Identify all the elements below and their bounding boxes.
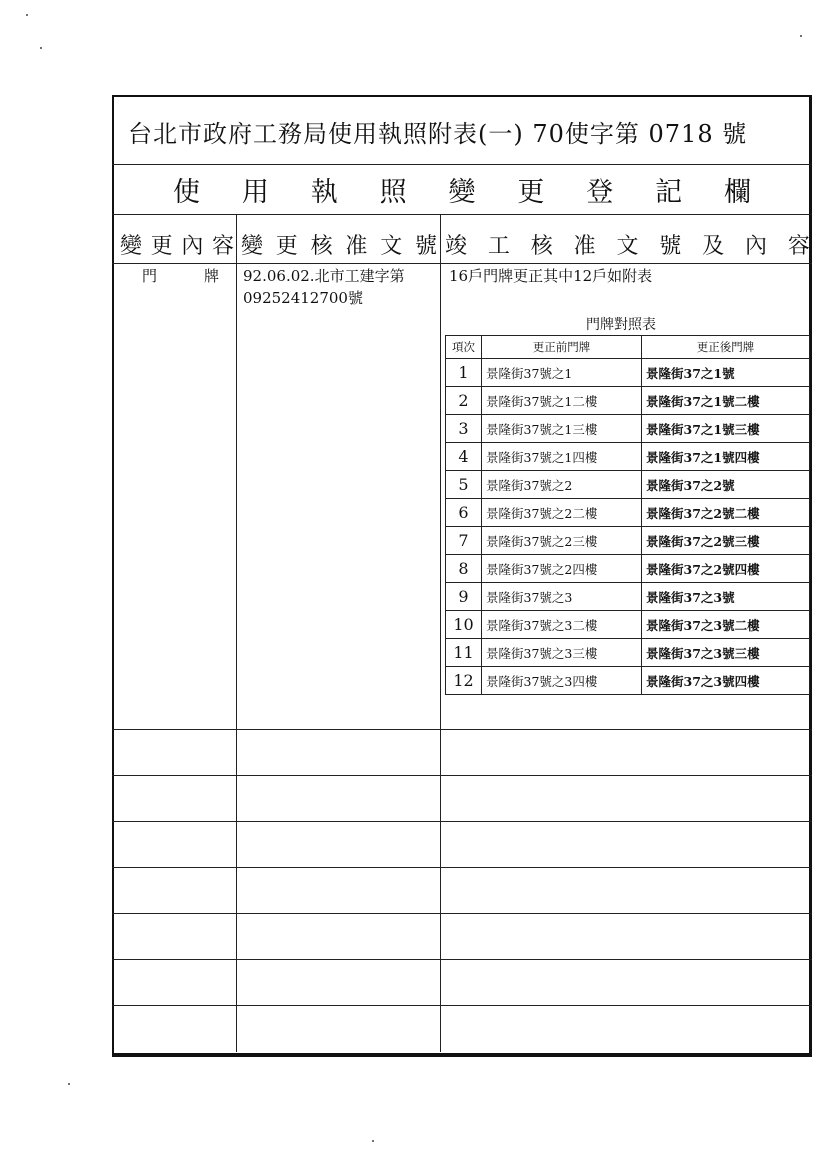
item-number: 6 <box>446 499 482 527</box>
table-row <box>446 639 810 667</box>
table-row <box>446 415 810 443</box>
door-after: 景隆街37之3號四樓 <box>642 667 810 695</box>
item-number: 4 <box>446 443 482 471</box>
section-char: 使 <box>172 176 200 208</box>
header-char: 容 <box>787 233 810 259</box>
header-char: 變 <box>241 233 264 259</box>
item-number: 1 <box>446 359 482 387</box>
header-char: 號 <box>414 233 437 259</box>
door-before: 景隆街37號之2四樓 <box>482 555 642 583</box>
divider <box>112 821 812 822</box>
divider <box>112 959 812 960</box>
scan-speck <box>800 35 802 37</box>
door-after: 景隆街37之3號三樓 <box>642 639 810 667</box>
door-before: 景隆街37號之1四樓 <box>482 443 642 471</box>
section-char: 欄 <box>723 176 751 208</box>
door-before: 景隆街37號之3 <box>482 583 642 611</box>
change-content-char: 門 <box>142 267 158 285</box>
section-char: 變 <box>448 176 476 208</box>
door-table-title: 門牌對照表 <box>586 317 656 333</box>
item-number: 9 <box>446 583 482 611</box>
column-header-change-content <box>120 224 234 264</box>
divider <box>112 867 812 868</box>
door-before: 景隆街37號之3三樓 <box>482 639 642 667</box>
door-before: 景隆街37號之2三樓 <box>482 527 642 555</box>
divider <box>112 913 812 914</box>
header-char: 變 <box>120 233 143 259</box>
item-number: 10 <box>446 611 482 639</box>
header-char: 核 <box>530 233 553 259</box>
scan-speck <box>68 1083 70 1085</box>
door-after: 景隆街37之2號 <box>642 471 810 499</box>
completion-description: 16戶門牌更正其中12戶如附表 <box>449 267 653 285</box>
item-number: 12 <box>446 667 482 695</box>
header-char: 文 <box>616 233 639 259</box>
table-row <box>446 611 810 639</box>
header-char: 容 <box>211 233 234 259</box>
header-char: 竣 <box>445 233 468 259</box>
door-before: 景隆街37號之1 <box>482 359 642 387</box>
header-item-no: 項次 <box>446 336 482 359</box>
table-row <box>446 359 810 387</box>
section-char: 執 <box>310 176 338 208</box>
header-char: 內 <box>745 233 768 259</box>
section-heading <box>112 164 812 214</box>
header-before: 更正前門牌 <box>482 336 642 359</box>
header-char: 更 <box>150 233 173 259</box>
header-char: 工 <box>487 233 510 259</box>
door-after: 景隆街37之2號二樓 <box>642 499 810 527</box>
door-after: 景隆街37之3號 <box>642 583 810 611</box>
column-divider <box>440 214 441 1052</box>
table-row <box>446 583 810 611</box>
door-after: 景隆街37之1號二樓 <box>642 387 810 415</box>
divider <box>112 775 812 776</box>
section-char: 登 <box>586 176 614 208</box>
door-before: 景隆街37號之3二樓 <box>482 611 642 639</box>
column-header-approval-number <box>241 224 437 264</box>
divider <box>112 729 812 730</box>
divider <box>112 1005 812 1006</box>
door-before: 景隆街37號之1二樓 <box>482 387 642 415</box>
table-header-row <box>446 336 810 359</box>
approval-number-line2: 09252412700號 <box>243 289 363 307</box>
section-char: 記 <box>655 176 683 208</box>
door-after: 景隆街37之1號 <box>642 359 810 387</box>
door-after: 景隆街37之3號二樓 <box>642 611 810 639</box>
door-before: 景隆街37號之2 <box>482 471 642 499</box>
table-row <box>446 443 810 471</box>
scan-speck <box>40 47 42 49</box>
door-before: 景隆街37號之1三樓 <box>482 415 642 443</box>
table-row <box>446 527 810 555</box>
header-char: 更 <box>275 233 298 259</box>
door-number-table <box>445 335 810 695</box>
column-header-completion-details <box>445 224 810 264</box>
header-char: 核 <box>310 233 333 259</box>
header-char: 內 <box>181 233 204 259</box>
document-title: 台北市政府工務局使用執照附表(一) 70使字第 0718 號 <box>128 120 748 148</box>
header-char: 准 <box>345 233 368 259</box>
door-after: 景隆街37之1號四樓 <box>642 443 810 471</box>
header-char: 號 <box>659 233 682 259</box>
header-char: 文 <box>380 233 403 259</box>
door-after: 景隆街37之2號三樓 <box>642 527 810 555</box>
door-after: 景隆街37之2號四樓 <box>642 555 810 583</box>
item-number: 2 <box>446 387 482 415</box>
header-char: 及 <box>702 233 725 259</box>
item-number: 11 <box>446 639 482 667</box>
table-row <box>446 555 810 583</box>
item-number: 8 <box>446 555 482 583</box>
table-row <box>446 471 810 499</box>
section-char: 用 <box>241 176 269 208</box>
scan-speck <box>26 14 28 16</box>
column-divider <box>236 214 237 1052</box>
scan-speck <box>372 1140 374 1142</box>
header-after: 更正後門牌 <box>642 336 810 359</box>
table-row <box>446 499 810 527</box>
section-char: 更 <box>517 176 545 208</box>
change-content-char: 牌 <box>204 267 220 285</box>
door-before: 景隆街37號之3四樓 <box>482 667 642 695</box>
item-number: 7 <box>446 527 482 555</box>
door-before: 景隆街37號之2二樓 <box>482 499 642 527</box>
divider <box>112 214 812 215</box>
header-char: 准 <box>573 233 596 259</box>
section-char: 照 <box>379 176 407 208</box>
door-after: 景隆街37之1號三樓 <box>642 415 810 443</box>
table-row <box>446 667 810 695</box>
approval-number-line1: 92.06.02.北市工建字第 <box>243 267 405 285</box>
table-row <box>446 387 810 415</box>
item-number: 5 <box>446 471 482 499</box>
item-number: 3 <box>446 415 482 443</box>
